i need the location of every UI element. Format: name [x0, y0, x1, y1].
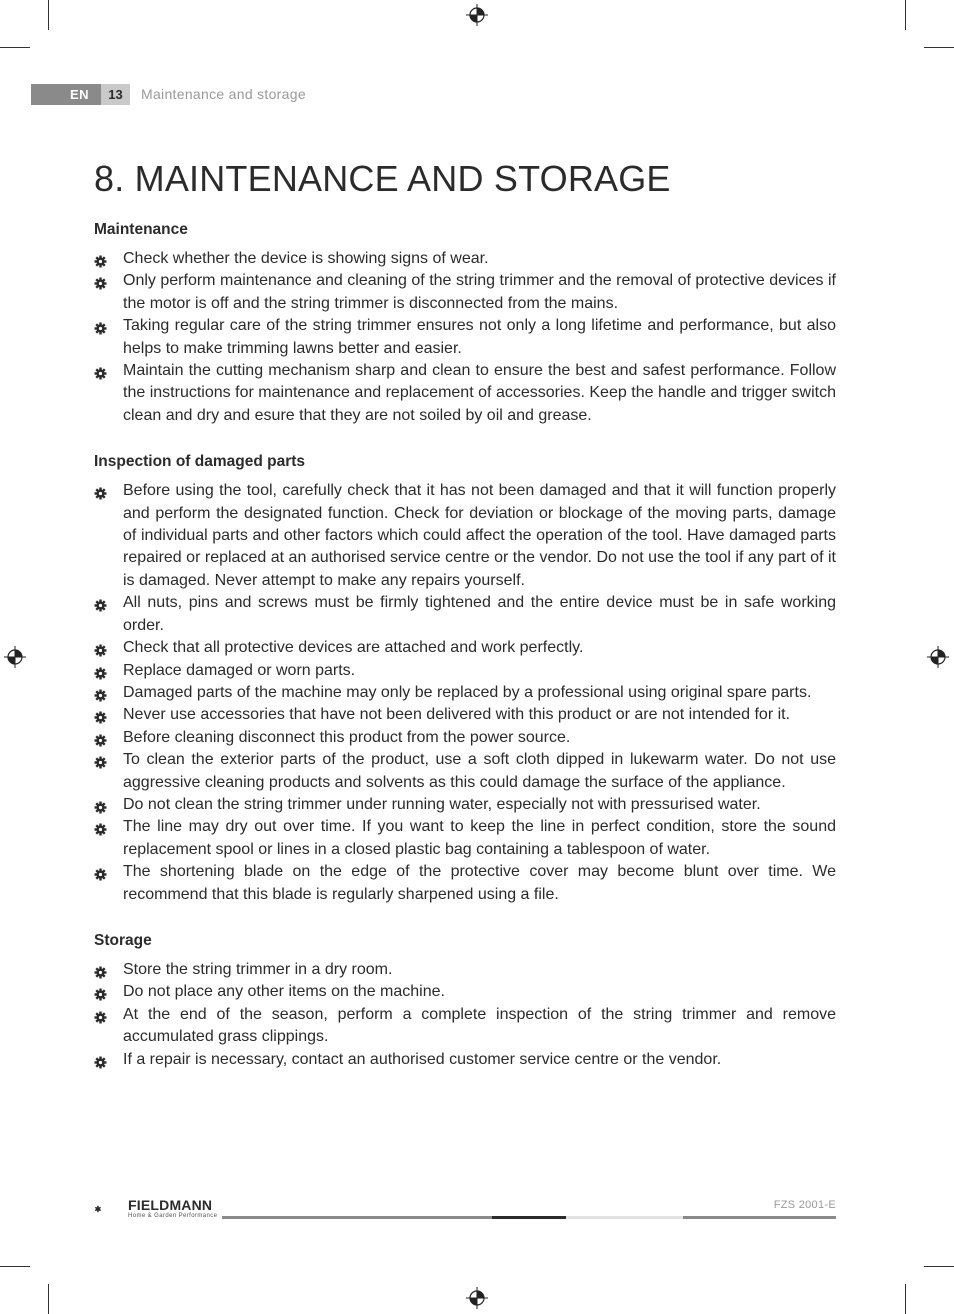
gear-bullet-icon: [94, 485, 107, 498]
list-item-text: Do not clean the string trimmer under running water, especially not with pressurised water.: [123, 795, 761, 813]
list-item-text: Maintain the cutting mechanism sharp and clean to ensure the best and safest performance. Follow the instructions for maintenance and replacement of accessories. Keep the handle and trigger switch clean and dry and esure that they are not soiled by oil and grease.: [123, 362, 836, 424]
list-item: [94, 315, 836, 360]
section-heading: Inspection of damaged parts: [94, 453, 306, 471]
footer-line: [222, 1216, 492, 1219]
bullet-list: [94, 480, 836, 906]
crop-mark: [905, 1284, 906, 1314]
bullet-list: [94, 248, 836, 427]
model-number: FZS 2001-E: [773, 1199, 836, 1211]
list-item: [94, 682, 836, 704]
gear-bullet-icon: [94, 687, 107, 700]
gear-bullet-icon: [94, 964, 107, 977]
gear-bullet-icon: [94, 799, 107, 812]
section-gap: [94, 906, 836, 931]
list-item: [94, 704, 836, 726]
gear-bullet-icon: [94, 320, 107, 333]
list-item: [94, 1049, 836, 1071]
section-heading: Storage: [94, 931, 152, 949]
crop-mark: [905, 0, 906, 30]
registration-mark-icon: [927, 646, 949, 668]
list-item-text: Check whether the device is showing signs of wear.: [123, 250, 489, 267]
crop-mark: [0, 47, 30, 48]
crop-mark: [48, 0, 49, 30]
header-bar: [31, 84, 101, 105]
section-heading: Maintenance: [94, 221, 188, 238]
crop-mark: [48, 1284, 49, 1314]
list-item-text: If a repair is necessary, contact an authorised customer service centre or the vendor.: [123, 1050, 722, 1068]
list-item: [94, 959, 836, 981]
list-item-text: Replace damaged or worn parts.: [123, 661, 356, 679]
section-gap: [94, 427, 836, 452]
header-title: Maintenance and storage: [141, 86, 306, 102]
list-item-text: All nuts, pins and screws must be firmly tightened and the entire device must be in safe working order.: [123, 594, 836, 634]
list-item: [94, 480, 836, 592]
bullet-list: [94, 959, 836, 1071]
footer-line: [683, 1216, 836, 1219]
gear-bullet-icon: [94, 275, 107, 288]
page-title: 8. MAINTENANCE AND STORAGE: [94, 158, 671, 199]
list-item: [94, 360, 836, 427]
list-item-text: Damaged parts of the machine may only be replaced by a professional using original spare parts.: [123, 683, 812, 701]
header-language: EN: [70, 87, 90, 102]
gear-bullet-icon: [94, 986, 107, 999]
list-item-text: Only perform maintenance and cleaning of the string trimmer and the removal of protective devices if the motor is off and the string trimmer is disconnected from the mains.: [123, 272, 836, 312]
list-item: [94, 749, 836, 794]
list-item-text: The shortening blade on the edge of the protective cover may become blunt over time. We recommend that this blade is regularly sharpened using a file.: [123, 863, 836, 903]
gear-bullet-icon: [94, 365, 107, 378]
list-item: [94, 270, 836, 315]
gear-bullet-icon: [94, 1009, 107, 1022]
crop-mark: [0, 1266, 30, 1267]
footer-line: [492, 1216, 566, 1219]
list-item-text: Before cleaning disconnect this product from the power source.: [123, 728, 571, 746]
list-item-text: Check that all protective devices are attached and work perfectly.: [123, 639, 584, 657]
gear-bullet-icon: [94, 732, 107, 745]
brand-name: FIELDMANN: [128, 1197, 213, 1213]
crop-mark: [924, 47, 954, 48]
list-item: [94, 592, 836, 637]
list-item: [94, 637, 836, 659]
gear-bullet-icon: [94, 253, 107, 266]
list-item-text: Before using the tool, carefully check that it has not been damaged and that it will function properly and perform the designated function. Check for deviation or blockage of the moving parts, damage of individual parts and other factors which could affect the operation of the tool. Have damaged parts repaired or replaced at an authorised service centre or the vendor. Do not use the tool if any part of it is damaged. Never attempt to make any repairs yourself.: [123, 482, 836, 589]
list-item-text: The line may dry out over time. If you want to keep the line in perfect condition, store the sound replacement spool or lines in a closed plastic bag containing a tablespoon of water.: [123, 818, 836, 858]
gear-bullet-icon: [94, 754, 107, 767]
list-item: [94, 727, 836, 749]
list-item-text: Never use accessories that have not been delivered with this product or are not intended for it.: [123, 706, 791, 724]
gear-bullet-icon: [94, 866, 107, 879]
crop-mark: [924, 1266, 954, 1267]
gear-bullet-icon: [94, 597, 107, 610]
list-item-text: At the end of the season, perform a complete inspection of the string trimmer and remove accumulated grass clippings.: [123, 1005, 836, 1046]
registration-mark-icon: [4, 646, 26, 668]
sections: [94, 220, 836, 1071]
list-item: [94, 861, 836, 906]
gear-bullet-icon: [94, 665, 107, 678]
gear-bullet-icon: [94, 642, 107, 655]
page-number: 13: [101, 84, 130, 105]
registration-mark-icon: [466, 1287, 488, 1309]
brand-tagline: Home & Garden Performance: [128, 1213, 218, 1219]
fieldmann-logo-icon: [94, 1193, 126, 1225]
gear-bullet-icon: [94, 709, 107, 722]
list-item-text: Taking regular care of the string trimmer ensures not only a long lifetime and performance, but also helps to make trimming lawns better and easier.: [123, 317, 836, 357]
list-item-text: Store the string trimmer in a dry room.: [123, 960, 393, 978]
list-item: [94, 660, 836, 682]
list-item: [94, 816, 836, 861]
list-item: [94, 248, 836, 270]
list-item: [94, 1004, 836, 1049]
list-item: [94, 981, 836, 1003]
footer-line: [566, 1216, 683, 1219]
registration-mark-icon: [466, 4, 488, 26]
list-item-text: Do not place any other items on the machine.: [123, 983, 445, 1001]
page-content: [94, 158, 836, 1071]
gear-bullet-icon: [94, 821, 107, 834]
list-item-text: To clean the exterior parts of the product, use a soft cloth dipped in lukewarm water. Do not use aggressive cleaning products and solvents as this could damage the surface of the appliance.: [123, 751, 836, 791]
list-item: [94, 794, 836, 816]
gear-bullet-icon: [94, 1054, 107, 1067]
